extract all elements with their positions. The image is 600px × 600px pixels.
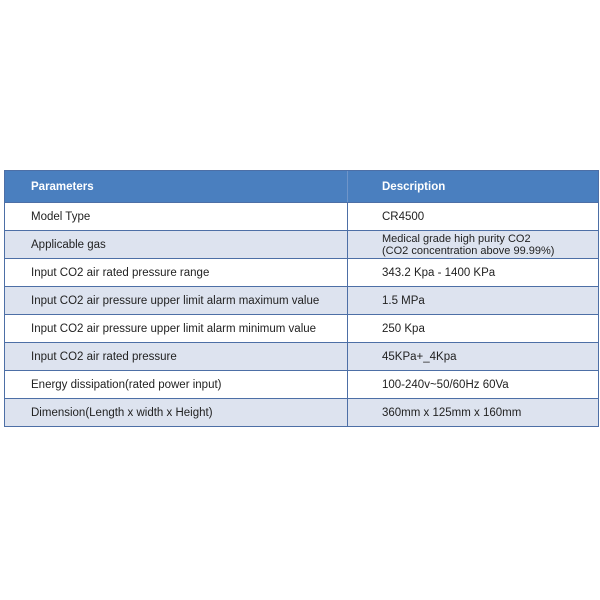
table-row xyxy=(5,398,598,426)
spec-table xyxy=(4,170,599,427)
table-row xyxy=(5,370,598,398)
table-row xyxy=(5,202,598,230)
row-parameter: Input CO2 air rated pressure range xyxy=(5,259,348,286)
description-line: Medical grade high purity CO2 xyxy=(382,232,531,245)
table-row xyxy=(5,342,598,370)
row-description: CR4500 xyxy=(382,210,425,223)
table-row xyxy=(5,258,598,286)
row-parameter: Input CO2 air pressure upper limit alarm minimum value xyxy=(5,315,348,342)
row-description: 343.2 Kpa - 1400 KPa xyxy=(382,266,496,279)
row-description: 1.5 MPa xyxy=(382,294,425,307)
row-description xyxy=(348,231,598,258)
table-row xyxy=(5,286,598,314)
table-row xyxy=(5,230,598,258)
row-parameter: Dimension(Length x width x Height) xyxy=(5,399,348,426)
description-line: (CO2 concentration above 99.99%) xyxy=(382,244,555,257)
row-parameter: Model Type xyxy=(5,203,348,230)
row-description: 250 Kpa xyxy=(382,322,425,335)
table-header xyxy=(5,171,598,202)
table-row xyxy=(5,314,598,342)
header-parameters: Parameters xyxy=(5,171,348,202)
row-description: 100-240v~50/60Hz 60Va xyxy=(382,378,509,391)
header-description: Description xyxy=(382,180,446,193)
row-parameter: Applicable gas xyxy=(5,231,348,258)
row-description: 360mm x 125mm x 160mm xyxy=(382,406,522,419)
row-description: 45KPa+_4Kpa xyxy=(382,350,457,363)
row-parameter: Input CO2 air rated pressure xyxy=(5,343,348,370)
row-parameter: Energy dissipation(rated power input) xyxy=(5,371,348,398)
row-parameter: Input CO2 air pressure upper limit alarm maximum value xyxy=(5,287,348,314)
